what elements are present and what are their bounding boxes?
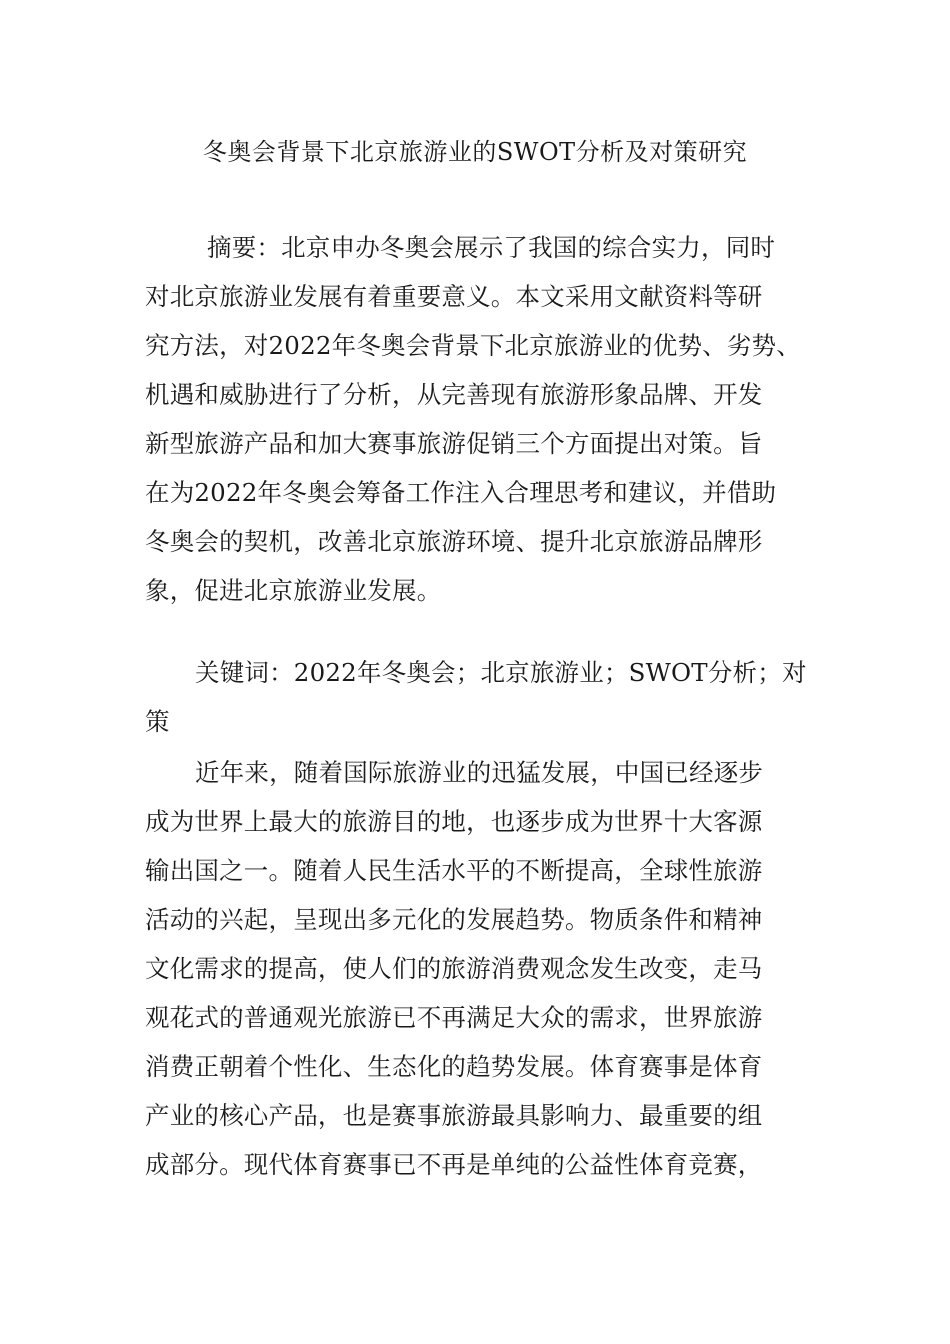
body-line: 文化需求的提高，使人们的旅游消费观念发生改变，走马 — [145, 954, 763, 983]
abstract-line: 摘要：北京申办冬奥会展示了我国的综合实力，同时 — [207, 233, 776, 262]
abstract-section — [145, 223, 815, 615]
body-line: 观花式的普通观光旅游已不再满足大众的需求，世界旅游 — [145, 1003, 763, 1032]
body-line: 成为世界上最大的旅游目的地，也逐步成为世界十大客源 — [145, 807, 763, 836]
abstract-line: 在为2022年冬奥会筹备工作注入合理思考和建议，并借助 — [145, 478, 777, 507]
body-line: 产业的核心产品，也是赛事旅游最具影响力、最重要的组 — [145, 1101, 763, 1130]
keywords-section — [145, 648, 815, 746]
body-line: 输出国之一。随着人民生活水平的不断提高，全球性旅游 — [145, 856, 763, 885]
abstract-line: 新型旅游产品和加大赛事旅游促销三个方面提出对策。旨 — [145, 429, 763, 458]
abstract-line: 究方法，对2022年冬奥会背景下北京旅游业的优势、劣势、 — [145, 331, 801, 360]
abstract-line: 对北京旅游业发展有着重要意义。本文采用文献资料等研 — [145, 282, 763, 311]
body-line: 近年来，随着国际旅游业的迅猛发展，中国已经逐步 — [195, 758, 764, 787]
body-line: 成部分。现代体育赛事已不再是单纯的公益性体育竞赛， — [145, 1150, 763, 1179]
keywords-line: 策 — [145, 707, 170, 736]
abstract-line: 冬奥会的契机，改善北京旅游环境、提升北京旅游品牌形 — [145, 527, 763, 556]
body-line: 消费正朝着个性化、生态化的趋势发展。体育赛事是体育 — [145, 1052, 763, 1081]
body-line: 活动的兴起，呈现出多元化的发展趋势。物质条件和精神 — [145, 905, 763, 934]
body-section — [145, 748, 815, 1189]
abstract-line: 象，促进北京旅游业发展。 — [145, 576, 442, 605]
keywords-line: 关键词：2022年冬奥会；北京旅游业；SWOT分析；对 — [195, 658, 807, 687]
document-title: 冬奥会背景下北京旅游业的SWOT分析及对策研究 — [202, 138, 748, 166]
abstract-line: 机遇和威胁进行了分析，从完善现有旅游形象品牌、开发 — [145, 380, 763, 409]
